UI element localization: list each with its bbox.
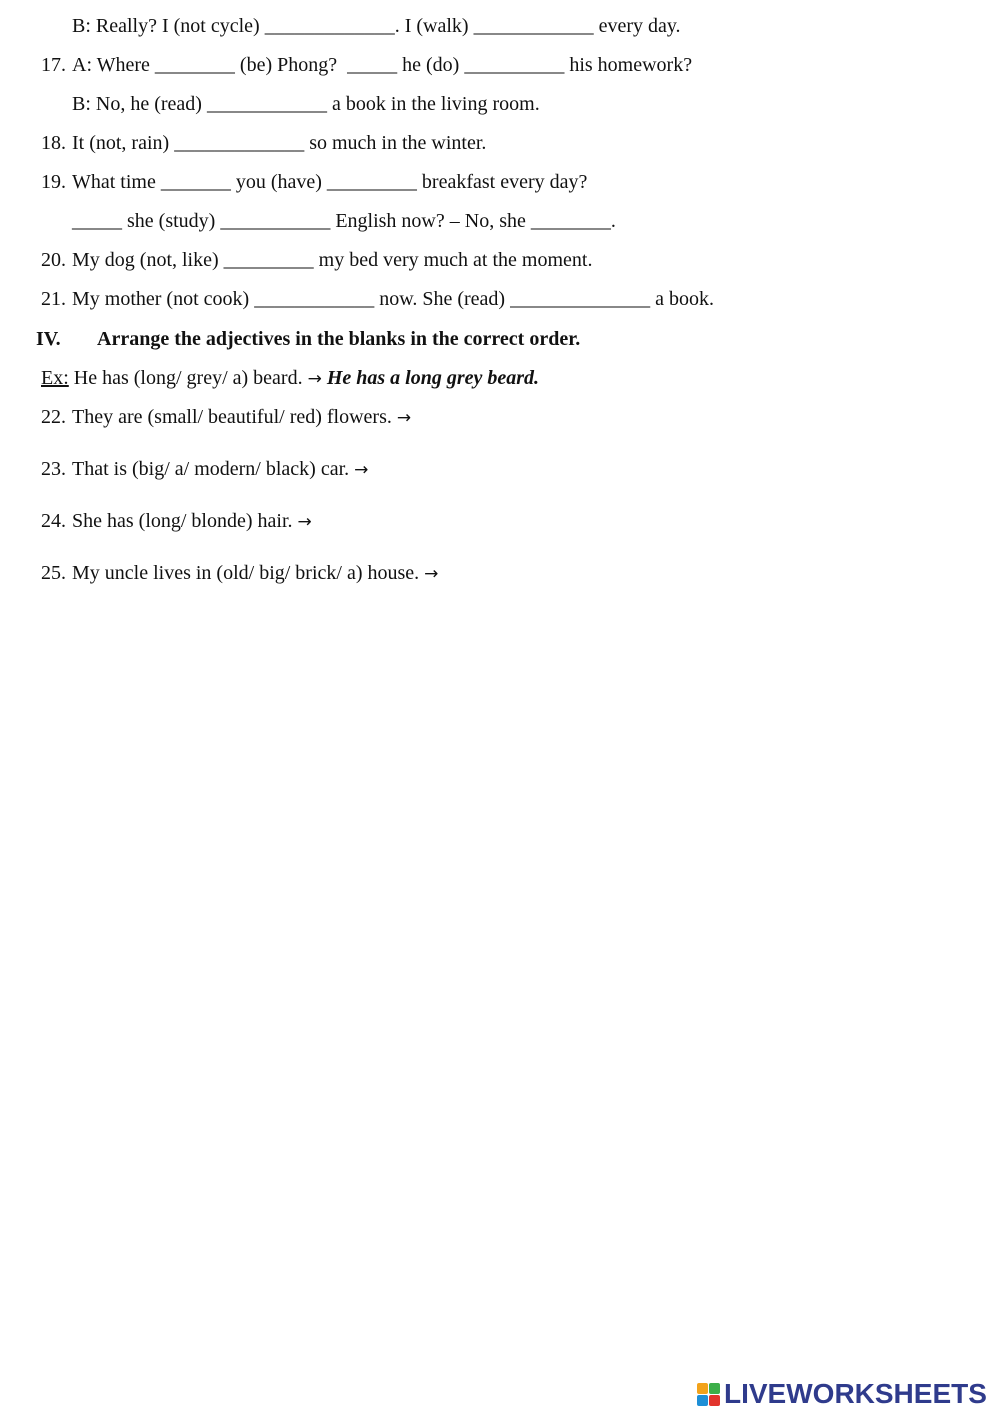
arrow-icon: → (354, 460, 369, 480)
item-number-24: 24. (41, 510, 66, 532)
section-roman-numeral: IV. (36, 328, 61, 350)
exercise-25 (72, 561, 438, 586)
section-title: Arrange the adjectives in the blanks in the correct order. (97, 328, 581, 350)
item-number-23: 23. (41, 458, 66, 480)
exercise-17-line-a: A: Where ________ (be) Phong? _____ he (do) __________ his homework? (72, 54, 693, 76)
arrow-icon: → (396, 408, 412, 428)
item-number-17: 17. (41, 54, 66, 76)
logo-text: LIVEWORKSHEETS (724, 1378, 987, 1409)
logo-square (709, 1383, 720, 1394)
item-number-20: 20. (41, 249, 66, 271)
item-number-21: 21. (41, 288, 66, 310)
exercise-23 (72, 457, 368, 482)
logo-square (697, 1395, 708, 1406)
logo-square (697, 1383, 708, 1394)
logo-square (709, 1395, 720, 1406)
exercise-18: It (not, rain) _____________ so much in the winter. (72, 132, 487, 154)
example-question: He has (long/ grey/ a) beard. (68, 367, 308, 389)
liveworksheets-logo (697, 1378, 987, 1410)
exercise-24 (72, 509, 312, 534)
exercise-17-line-b: B: No, he (read) ____________ a book in the living room. (72, 93, 540, 115)
exercise-21: My mother (not cook) ____________ now. She (read) ______________ a book. (72, 288, 714, 310)
example-label: Ex: (41, 367, 69, 389)
arrow-icon: → (297, 512, 312, 532)
arrow-icon: → (424, 564, 439, 584)
exercise-23-text: That is (big/ a/ modern/ black) car. (72, 458, 355, 480)
exercise-22 (72, 405, 411, 430)
example-line (41, 366, 539, 391)
item-number-25: 25. (41, 562, 66, 584)
item-number-18: 18. (41, 132, 66, 154)
arrow-icon: → (307, 369, 322, 389)
exercise-24-text: She has (long/ blonde) hair. (72, 510, 298, 532)
exercise-22-text: They are (small/ beautiful/ red) flowers. (72, 406, 397, 428)
section-heading (36, 327, 580, 351)
exercise-20: My dog (not, like) _________ my bed very much at the moment. (72, 249, 593, 271)
exercise-16-line-b: B: Really? I (not cycle) _____________. I (walk) ____________ every day. (72, 15, 681, 37)
exercise-25-text: My uncle lives in (old/ big/ brick/ a) house. (72, 562, 425, 584)
item-number-19: 19. (41, 171, 66, 193)
logo-mark-icon (697, 1383, 720, 1406)
item-number-22: 22. (41, 406, 66, 428)
example-answer: He has a long grey beard. (321, 367, 540, 389)
exercise-19-line-b: _____ she (study) ___________ English now? – No, she ________. (72, 210, 616, 232)
exercise-19-line-a: What time _______ you (have) _________ breakfast every day? (72, 171, 588, 193)
